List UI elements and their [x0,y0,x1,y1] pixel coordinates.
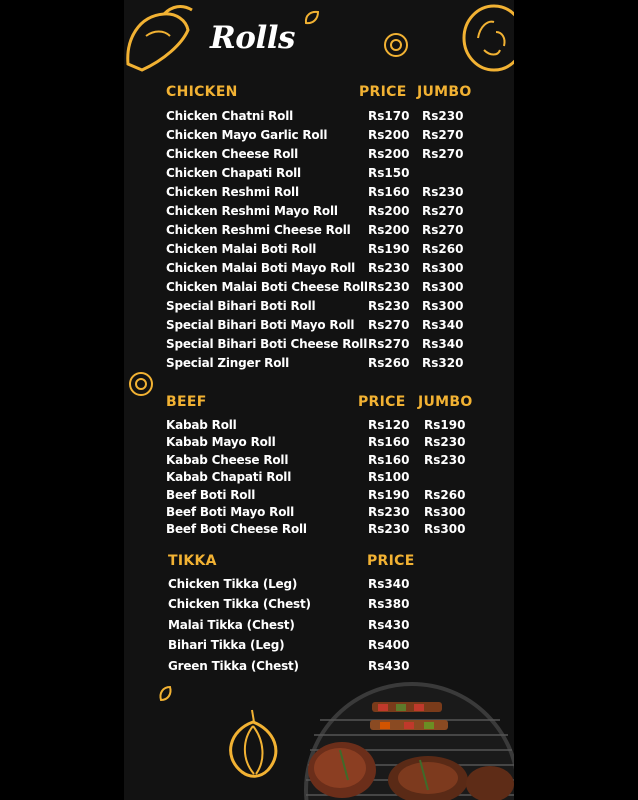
menu-item-price: Rs400 [368,638,410,653]
chicken-menu-item [166,166,486,184]
menu-item-price: Rs380 [368,597,410,612]
beef-menu-item [166,418,486,436]
menu-item-price: Rs100 [368,470,410,485]
menu-item-jumbo-price: Rs340 [422,318,464,332]
menu-item-name: Chicken Malai Boti Roll [166,242,317,256]
menu-item-price: Rs120 [368,418,410,432]
menu-item-price: Rs230 [368,261,410,275]
menu-item-jumbo-price: Rs230 [422,185,464,199]
menu-item-price: Rs160 [368,435,410,450]
menu-item-jumbo-price: Rs190 [424,418,466,432]
tikka-menu-item [168,659,488,677]
beef-menu-item [166,435,486,453]
menu-item-name: Green Tikka (Chest) [168,658,299,673]
menu-item-name: Special Zinger Roll [166,356,290,370]
tikka-menu-item [168,618,488,636]
menu-item-jumbo-price: Rs270 [422,223,464,237]
menu-item-price: Rs160 [368,185,410,199]
chicken-menu-item [166,128,486,146]
beef-menu-item [166,522,486,540]
menu-item-name: Beef Boti Mayo Roll [166,505,295,519]
menu-item-price: Rs200 [368,128,410,142]
menu-item-jumbo-price: Rs340 [422,337,464,351]
menu-item-jumbo-price: Rs270 [422,147,464,161]
menu-item-name: Malai Tikka (Chest) [168,617,295,632]
menu-item-jumbo-price: Rs320 [422,356,464,370]
menu-item-jumbo-price: Rs260 [422,242,464,256]
menu-item-price: Rs190 [368,487,410,502]
chicken-menu-item [166,280,486,298]
menu-item-price: Rs230 [368,505,410,519]
menu-item-price: Rs200 [368,147,410,161]
menu-item-price: Rs260 [368,356,410,370]
tomato-slice-icon [460,2,514,74]
beef-price-column-header: PRICE [358,394,406,410]
menu-item-jumbo-price: Rs260 [424,487,466,502]
chicken-menu-item [166,223,486,241]
menu-item-price: Rs230 [368,280,410,294]
menu-item-price: Rs170 [368,109,410,123]
menu-item-name: Beef Boti Roll [166,487,256,502]
tikka-menu-item [168,597,488,615]
beef-jumbo-column-header: JUMBO [418,394,473,410]
chicken-menu-item [166,242,486,260]
menu-item-name: Bihari Tikka (Leg) [168,638,285,653]
chicken-menu-item [166,299,486,317]
menu-item-name: Chicken Reshmi Roll [166,185,299,199]
chicken-price-column-header: PRICE [359,84,407,100]
menu-item-jumbo-price: Rs270 [422,128,464,142]
pepper-seed-icon [158,685,174,703]
bbq-grill-image [300,680,514,800]
menu-item-name: Kabab Mayo Roll [166,435,276,450]
beef-section-header: BEEF [166,394,207,410]
menu-item-name: Chicken Tikka (Chest) [168,597,311,612]
menu-item-jumbo-price: Rs300 [422,299,464,313]
menu-item-name: Chicken Malai Boti Cheese Roll [166,280,368,294]
menu-item-name: Chicken Reshmi Cheese Roll [166,223,351,237]
menu-item-jumbo-price: Rs230 [424,435,466,450]
chicken-menu-item [166,147,486,165]
menu-item-jumbo-price: Rs300 [424,505,466,519]
menu-item-name: Chicken Malai Boti Mayo Roll [166,261,356,275]
bell-pepper-icon [124,0,200,76]
menu-item-jumbo-price: Rs300 [422,280,464,294]
page-title: Rolls [210,20,295,56]
menu-item-name: Special Bihari Boti Cheese Roll [166,337,368,351]
menu-item-name: Chicken Chapati Roll [166,166,301,180]
menu-item-price: Rs430 [368,658,410,673]
menu-item-price: Rs230 [368,522,410,537]
menu-item-name: Beef Boti Cheese Roll [166,522,307,537]
tikka-menu-item [168,577,488,595]
tikka-menu-item [168,638,488,656]
menu-item-jumbo-price: Rs300 [422,261,464,275]
menu-item-name: Chicken Chatni Roll [166,109,294,123]
menu-item-jumbo-price: Rs270 [422,204,464,218]
chicken-menu-item [166,109,486,127]
beef-menu-item [166,453,486,471]
menu-item-name: Kabab Roll [166,418,237,432]
menu-item-jumbo-price: Rs300 [424,522,466,537]
beef-menu-item [166,470,486,488]
menu-item-name: Chicken Reshmi Mayo Roll [166,204,338,218]
menu-item-price: Rs190 [368,242,410,256]
menu-item-price: Rs150 [368,166,410,180]
menu-item-price: Rs230 [368,299,410,313]
beef-menu-item [166,488,486,506]
onion-icon [220,706,286,782]
chicken-menu-item [166,337,486,355]
tikka-section-header: TIKKA [168,553,217,569]
menu-item-price: Rs340 [368,577,410,591]
menu-item-jumbo-price: Rs230 [424,452,466,467]
menu-item-price: Rs200 [368,204,410,218]
menu-item-price: Rs270 [368,337,410,351]
menu-item-jumbo-price: Rs230 [422,109,464,123]
menu-item-price: Rs430 [368,617,410,632]
menu-item-name: Chicken Tikka (Leg) [168,577,298,591]
chicken-menu-item [166,204,486,222]
menu-item-price: Rs200 [368,223,410,237]
menu-item-name: Chicken Cheese Roll [166,147,299,161]
chicken-section-header: CHICKEN [166,84,238,100]
chicken-menu-item [166,185,486,203]
chicken-jumbo-column-header: JUMBO [417,84,472,100]
lemon-slice-icon [127,370,155,398]
tikka-price-column-header: PRICE [367,553,415,569]
chicken-menu-item [166,318,486,336]
beef-menu-item [166,505,486,523]
menu-item-price: Rs160 [368,452,410,467]
menu-item-name: Kabab Chapati Roll [166,470,292,485]
menu-item-name: Special Bihari Boti Roll [166,299,316,313]
menu-item-name: Chicken Mayo Garlic Roll [166,128,328,142]
menu-item-name: Special Bihari Boti Mayo Roll [166,318,355,332]
chicken-menu-item [166,261,486,279]
menu-item-price: Rs270 [368,318,410,332]
lemon-slice-icon [382,31,410,59]
chicken-menu-item [166,356,486,374]
menu-item-name: Kabab Cheese Roll [166,452,289,467]
